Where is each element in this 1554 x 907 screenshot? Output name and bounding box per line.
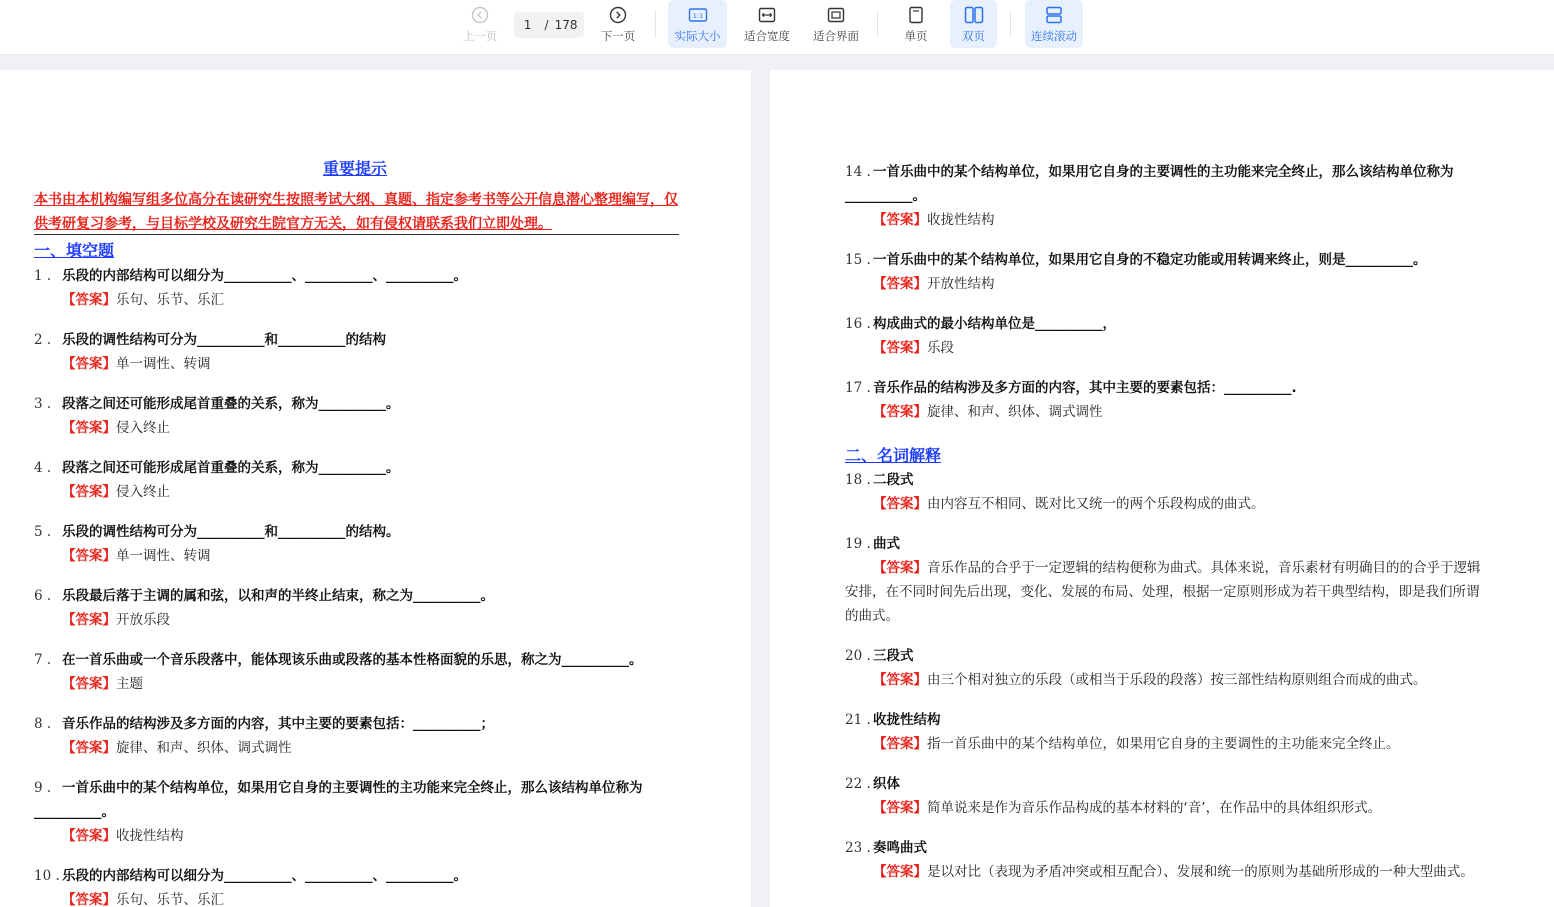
question-item — [845, 836, 1490, 860]
question-item — [34, 864, 679, 888]
fit-page-icon — [827, 6, 845, 24]
double-page-label: 双页 — [962, 29, 985, 43]
question-text: 段落之间还可能形成尾首重叠的关系，称为__________。 — [62, 460, 400, 476]
answer-item — [62, 608, 679, 632]
continuous-scroll-button[interactable] — [1025, 0, 1083, 48]
question-text: 乐段的内部结构可以细分为__________、__________、__________。 — [62, 268, 467, 284]
page-total: 178 — [554, 18, 578, 32]
question-number: 7 . — [34, 652, 52, 668]
question-text: 乐段的调性结构可分为__________和__________的结构。 — [62, 524, 400, 540]
answer-text: 侵入终止 — [116, 420, 170, 436]
question-item — [34, 648, 679, 672]
question-text: 奏鸣曲式 — [873, 840, 927, 856]
question-number: 8 . — [34, 716, 52, 732]
chevron-right-circle-icon — [609, 6, 627, 24]
question-item — [34, 776, 679, 824]
answer-item — [873, 208, 1490, 232]
answer-text: 乐句、乐节、乐汇 — [116, 292, 224, 308]
answer-item — [62, 416, 679, 440]
question-number: 16 . — [845, 316, 871, 332]
answer-item — [62, 672, 679, 696]
answer-item — [62, 824, 679, 848]
viewer-toolbar — [0, 0, 1554, 55]
answer-text: 由三个相对独立的乐段（或相当于乐段的段落）按三部性结构原则组合而成的曲式。 — [927, 672, 1427, 688]
answer-text: 主题 — [116, 676, 143, 692]
answer-tag: 【答案】 — [62, 356, 116, 372]
next-page-label: 下一页 — [600, 29, 636, 43]
question-number: 10 . — [34, 868, 60, 884]
answer-tag: 【答案】 — [62, 420, 116, 436]
question-text: 在一首乐曲或一个音乐段落中，能体现该乐曲或段落的基本性格面貌的乐思，称之为__________。 — [62, 652, 643, 668]
question-number: 20 . — [845, 648, 871, 664]
question-item — [845, 644, 1490, 668]
fit-page-button[interactable] — [807, 0, 865, 48]
question-item — [34, 584, 679, 608]
question-number: 23 . — [845, 840, 871, 856]
answer-item — [873, 860, 1490, 884]
answer-text: 简单说来是作为音乐作品构成的基本材料的‘音’，在作品中的具体组织形式。 — [927, 800, 1382, 816]
single-page-button[interactable] — [893, 0, 939, 48]
answer-item — [873, 272, 1490, 296]
document-page-right — [770, 70, 1554, 907]
question-text: 乐段的内部结构可以细分为__________、__________、__________。 — [62, 868, 467, 884]
answer-text: 开放性结构 — [927, 276, 995, 292]
actual-size-label: 实际大小 — [674, 29, 721, 43]
answer-tag: 【答案】 — [62, 740, 116, 756]
question-item — [34, 328, 679, 352]
question-text: 段落之间还可能形成尾首重叠的关系，称为__________。 — [62, 396, 400, 412]
answer-tag: 【答案】 — [62, 828, 116, 844]
question-text: 构成曲式的最小结构单位是__________， — [873, 316, 1116, 332]
answer-item — [873, 336, 1490, 360]
question-text: 一首乐曲中的某个结构单位，如果用它自身的主要调性的主功能来完全终止，那么该结构单位称为__________。 — [845, 164, 1454, 204]
answer-tag: 【答案】 — [873, 496, 927, 512]
actual-size-button[interactable] — [668, 0, 727, 48]
answer-tag: 【答案】 — [62, 892, 116, 907]
single-page-icon — [908, 6, 924, 24]
question-text: 乐段的调性结构可分为__________和__________的结构 — [62, 332, 386, 348]
question-item — [845, 532, 1490, 556]
answer-item — [873, 668, 1490, 692]
question-text: 一首乐曲中的某个结构单位，如果用它自身的主要调性的主功能来完全终止，那么该结构单位称为__________。 — [34, 780, 643, 820]
svg-text:1:1: 1:1 — [692, 12, 703, 20]
prev-page-button[interactable] — [455, 0, 505, 48]
question-text: 音乐作品的结构涉及多方面的内容，其中主要的要素包括：__________. — [873, 380, 1297, 396]
copyright-notice: 本书由本机构编写组多位高分在读研究生按照考试大纲、真题、指定参考书等公开信息潜心整理编写，仅供考研复习参考，与目标学校及研究生院官方无关，如有侵权请联系我们立即处理。 — [34, 192, 678, 232]
fit-width-icon — [758, 6, 776, 24]
question-text: 织体 — [873, 776, 900, 792]
question-number: 3 . — [34, 396, 52, 412]
answer-tag: 【答案】 — [873, 736, 927, 752]
answer-tag: 【答案】 — [873, 560, 927, 576]
chevron-left-circle-icon — [471, 6, 489, 24]
question-item — [845, 160, 1490, 208]
answer-item — [62, 736, 679, 760]
next-page-button[interactable] — [593, 0, 643, 48]
answer-item — [873, 400, 1490, 424]
fit-width-label: 适合宽度 — [744, 29, 790, 43]
answer-tag: 【答案】 — [873, 276, 927, 292]
question-number: 6 . — [34, 588, 52, 604]
answer-item — [873, 796, 1490, 820]
question-text: 二段式 — [873, 472, 914, 488]
question-item — [845, 708, 1490, 732]
answer-tag: 【答案】 — [873, 800, 927, 816]
question-number: 4 . — [34, 460, 52, 476]
page-indicator[interactable] — [514, 12, 584, 38]
answer-text: 乐句、乐节、乐汇 — [116, 892, 224, 907]
answer-tag: 【答案】 — [873, 672, 927, 688]
answer-item — [845, 556, 1490, 628]
question-text: 三段式 — [873, 648, 914, 664]
section-title-terms: 二、名词解释 — [845, 446, 942, 465]
double-page-button[interactable] — [950, 0, 997, 48]
question-item — [845, 248, 1490, 272]
question-number: 5 . — [34, 524, 52, 540]
answer-tag: 【答案】 — [62, 612, 116, 628]
answer-text: 指一首乐曲中的某个结构单位，如果用它自身的主要调性的主功能来完全终止。 — [927, 736, 1400, 752]
toolbar-divider — [655, 10, 656, 38]
page-current-input[interactable]: 1 — [523, 18, 532, 32]
answer-tag: 【答案】 — [62, 548, 116, 564]
answer-text: 单一调性、转调 — [116, 548, 211, 564]
answer-tag: 【答案】 — [62, 676, 116, 692]
question-number: 9 . — [34, 780, 52, 796]
answer-tag: 【答案】 — [873, 864, 927, 880]
question-number: 18 . — [845, 472, 871, 488]
question-text: 曲式 — [873, 536, 900, 552]
actual-size-icon — [688, 6, 708, 24]
question-item — [845, 468, 1490, 492]
question-text: 一首乐曲中的某个结构单位，如果用它自身的不稳定功能或用转调来终止，则是__________。 — [873, 252, 1427, 268]
answer-tag: 【答案】 — [873, 404, 927, 420]
answer-text: 旋律、和声、织体、调式调性 — [116, 740, 292, 756]
question-item — [845, 772, 1490, 796]
document-page-left — [0, 70, 751, 907]
fit-page-label: 适合界面 — [813, 29, 859, 43]
answer-item — [873, 492, 1490, 516]
question-text: 音乐作品的结构涉及多方面的内容，其中主要的要素包括：__________； — [62, 716, 494, 732]
answer-tag: 【答案】 — [873, 340, 927, 356]
toolbar-divider — [1010, 10, 1011, 38]
page-title: 重要提示 — [322, 159, 387, 178]
question-item — [34, 392, 679, 416]
question-number: 22 . — [845, 776, 871, 792]
question-number: 15 . — [845, 252, 871, 268]
answer-text: 由内容互不相同、既对比又统一的两个乐段构成的曲式。 — [927, 496, 1265, 512]
question-number: 1 . — [34, 268, 52, 284]
fit-width-button[interactable] — [738, 0, 796, 48]
answer-item — [62, 352, 679, 376]
question-item — [34, 520, 679, 544]
answer-text: 侵入终止 — [116, 484, 170, 500]
answer-text: 旋律、和声、织体、调式调性 — [927, 404, 1103, 420]
answer-item — [62, 480, 679, 504]
double-page-icon — [964, 6, 984, 24]
toolbar-divider — [877, 10, 878, 38]
answer-tag: 【答案】 — [62, 484, 116, 500]
answer-text: 开放乐段 — [116, 612, 170, 628]
question-number: 19 . — [845, 536, 871, 552]
answer-item — [62, 288, 679, 312]
question-number: 14 . — [845, 164, 871, 180]
question-number: 17 . — [845, 380, 871, 396]
question-number: 2 . — [34, 332, 52, 348]
question-item — [34, 456, 679, 480]
continuous-scroll-label: 连续滚动 — [1031, 29, 1077, 43]
section-title-fill-blank: 一、填空题 — [34, 241, 115, 260]
answer-text: 单一调性、转调 — [116, 356, 211, 372]
question-item — [34, 264, 679, 288]
answer-text: 音乐作品的合乎于一定逻辑的结构便称为曲式。具体来说，音乐素材有明确目的的合乎于逻辑安排，在不同时间先后出现，变化、发展的布局、处理，根据一定原则形成为若干典型结构，即是我们所谓的曲式。 — [845, 560, 1481, 624]
page-separator: / — [544, 18, 549, 32]
question-text: 收拢性结构 — [873, 712, 941, 728]
answer-text: 收拢性结构 — [927, 212, 995, 228]
answer-text: 收拢性结构 — [116, 828, 184, 844]
prev-page-label: 上一页 — [462, 29, 498, 43]
question-item — [845, 376, 1490, 400]
question-number: 21 . — [845, 712, 871, 728]
answer-tag: 【答案】 — [62, 292, 116, 308]
question-item — [845, 312, 1490, 336]
question-item — [34, 712, 679, 736]
notice-divider — [34, 234, 679, 235]
answer-item — [62, 544, 679, 568]
answer-tag: 【答案】 — [873, 212, 927, 228]
question-text: 乐段最后落于主调的属和弦，以和声的半终止结束，称之为__________。 — [62, 588, 494, 604]
answer-text: 是以对比（表现为矛盾冲突或相互配合）、发展和统一的原则为基础所形成的一种大型曲式。 — [927, 864, 1474, 880]
answer-text: 乐段 — [927, 340, 954, 356]
single-page-label: 单页 — [904, 29, 928, 43]
answer-item — [62, 888, 679, 907]
answer-item — [873, 732, 1490, 756]
continuous-scroll-icon — [1045, 6, 1063, 24]
